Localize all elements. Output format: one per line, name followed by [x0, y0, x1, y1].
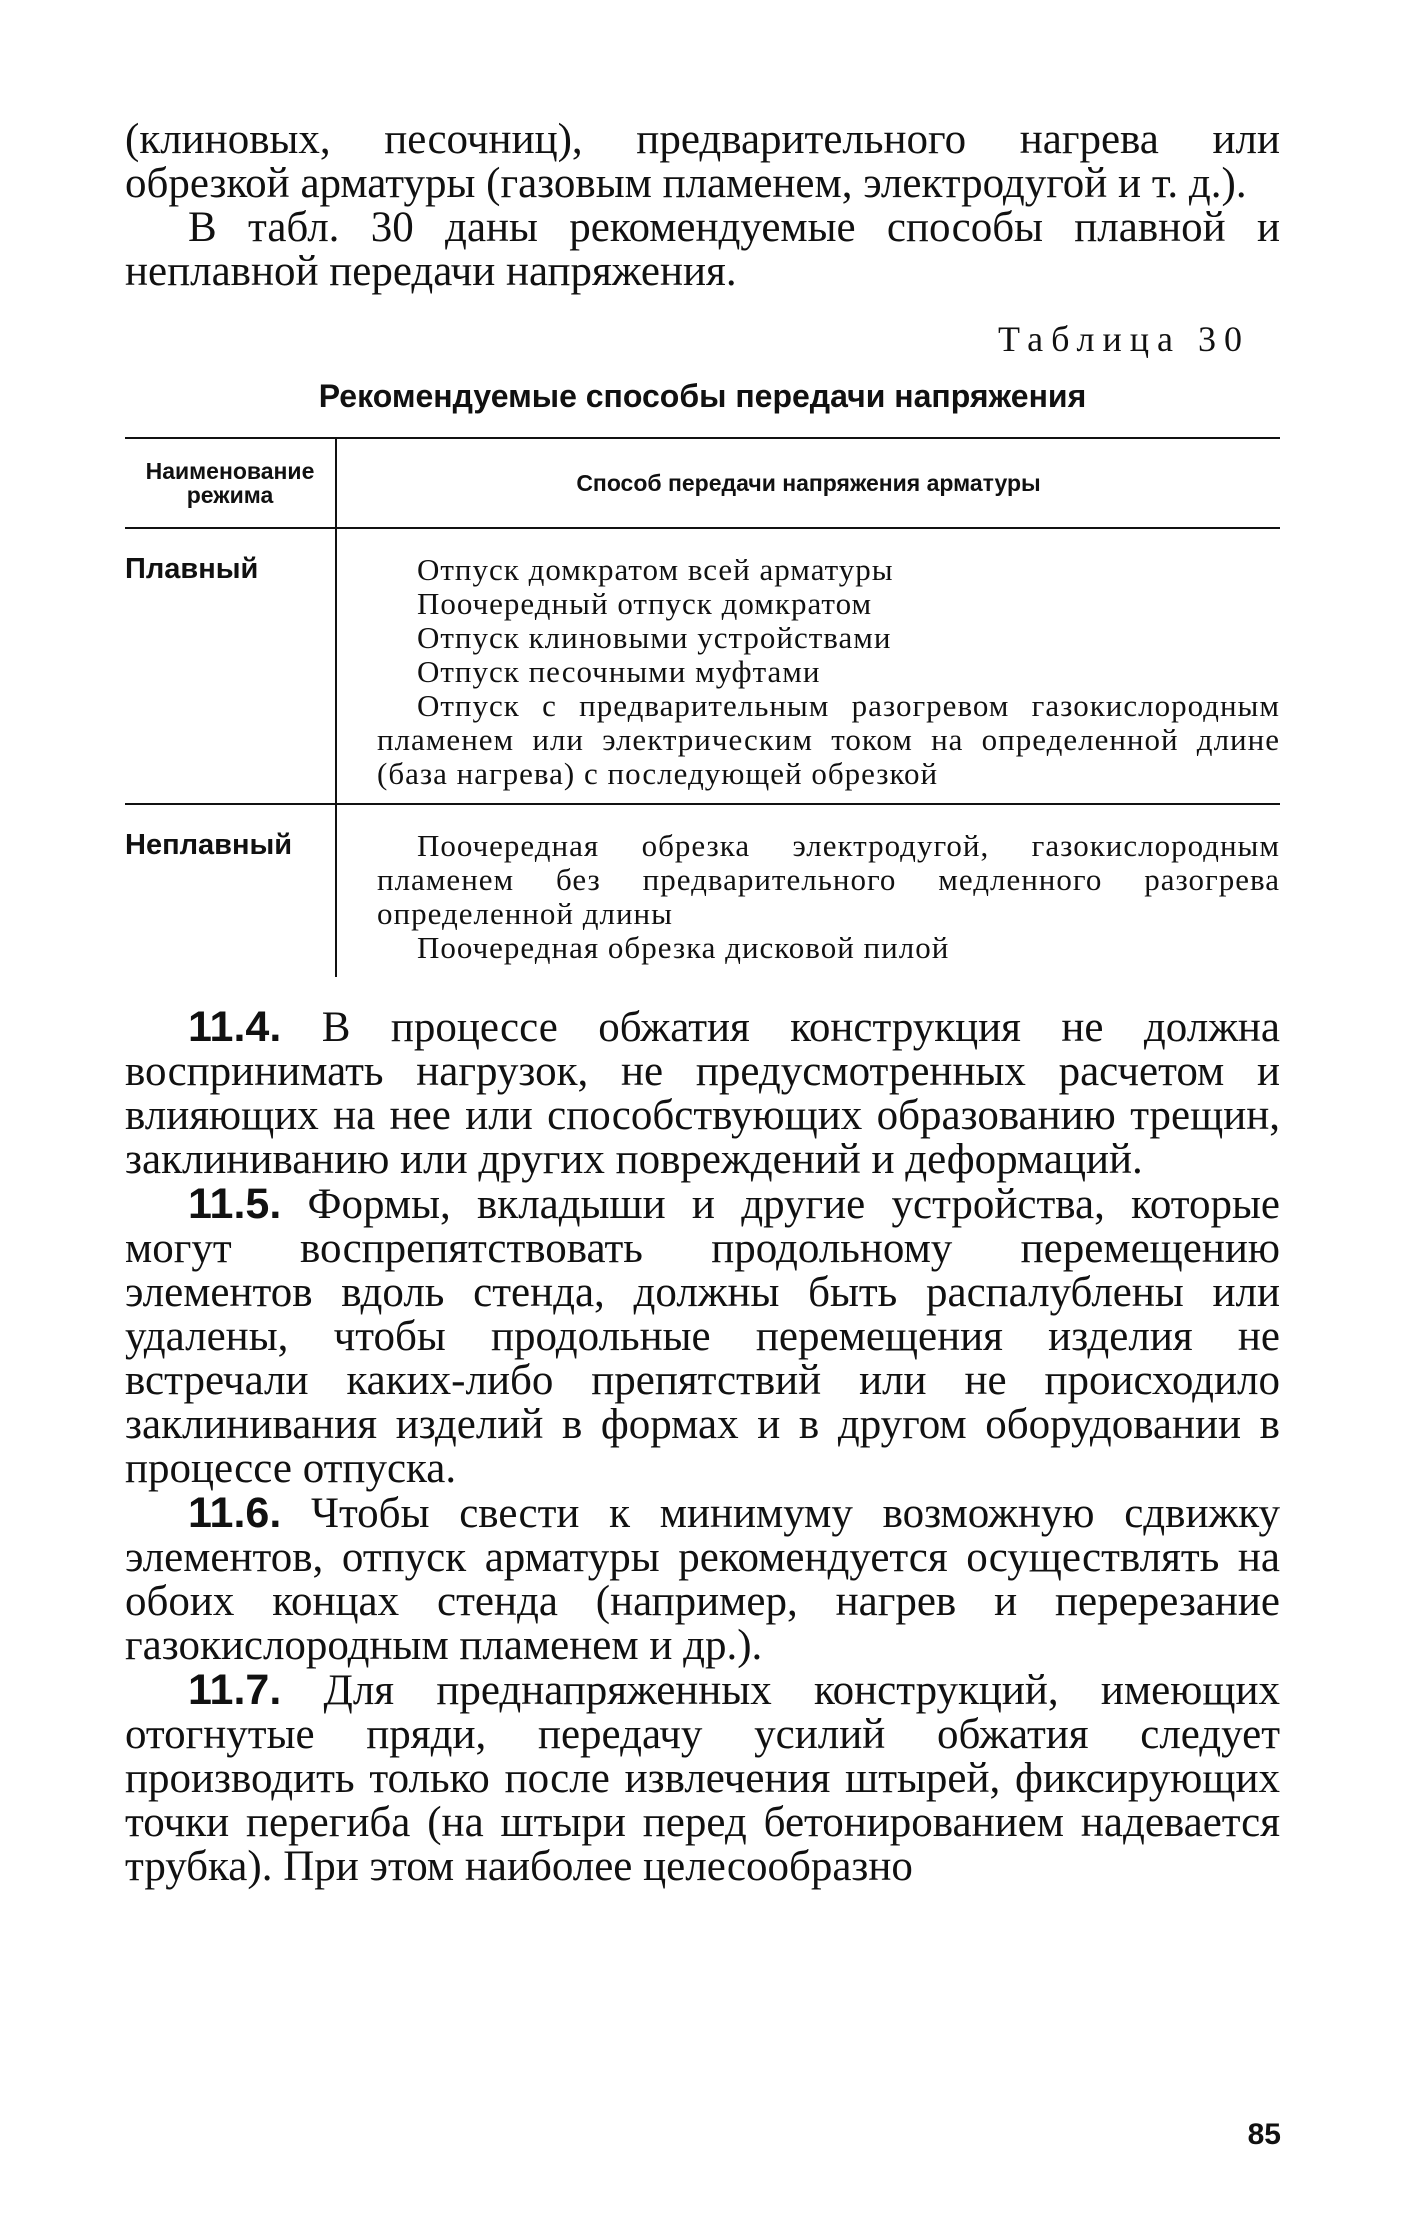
table-row	[125, 804, 1280, 977]
header-mode: Наименование режима	[125, 438, 336, 528]
section-11-5	[125, 1182, 1280, 1491]
method-item: Отпуск песочными муфтами	[417, 654, 821, 689]
row-methods-abrupt	[336, 804, 1280, 977]
row-methods-smooth	[336, 528, 1280, 804]
section-number: 11.4.	[188, 1003, 282, 1051]
stress-transfer-table	[125, 437, 1280, 977]
method-item: Поочередная обрезка электродугой, газокислородным пламенем без предварительного медленного разогрева определенной длины	[377, 828, 1280, 931]
section-11-4	[125, 1005, 1280, 1182]
row-mode-smooth: Плавный	[125, 528, 336, 804]
intro-paragraph: (клиновых, песочниц), предварительного нагрева или обрезкой арматуры (газовым пламенем, электродугой и т. д.).	[125, 116, 1280, 207]
method-item: Отпуск с предварительным разогревом газокислородным пламенем или электрическим током на определенной длине (база нагрева) с последующей обрезкой	[377, 688, 1280, 791]
page-body	[125, 118, 1280, 1889]
method-item: Поочередная обрезка дисковой пилой	[417, 930, 950, 965]
page-number: 85	[1247, 2118, 1281, 2151]
section-11-6	[125, 1491, 1280, 1668]
table-row	[125, 528, 1280, 804]
table-header-row	[125, 438, 1280, 528]
section-text: Формы, вкладыши и другие устройства, которые могут воспрепятствовать продольному перемещению элементов вдоль стенда, должны быть распалублены или удалены, чтобы продольные перемещения изделия не встречали каких-либо препятствий или не происходило заклинивания изделий в формах и в другом оборудовании в процессе отпуска.	[125, 1181, 1281, 1492]
method-item: Поочередный отпуск домкратом	[417, 586, 873, 621]
method-item: Отпуск клиновыми устройствами	[417, 620, 892, 655]
section-text: Для преднапряженных конструкций, имеющих отогнутые пряди, передачу усилий обжатия следует производить только после извлечения штырей, фиксирующих точки перегиба (на штыри перед бетонированием надевается трубка). При этом наиболее целесообразно	[125, 1667, 1280, 1890]
table-number: Таблица 30	[998, 319, 1250, 359]
table-title: Рекомендуемые способы передачи напряжения	[318, 378, 1087, 414]
method-item: Отпуск домкратом всей арматуры	[417, 552, 894, 587]
header-method: Способ передачи напряжения арматуры	[336, 438, 1280, 528]
section-number: 11.5.	[188, 1180, 282, 1228]
table-reference-paragraph: В табл. 30 даны рекомендуемые способы плавной и неплавной передачи напряжения.	[125, 204, 1280, 295]
section-number: 11.7.	[188, 1666, 282, 1714]
section-text: В процессе обжатия конструкция не должна воспринимать нагрузок, не предусмотренных расчетом и влияющих на нее или способствующих образованию трещин, заклиниванию или других повреждений и деформаций.	[125, 1004, 1280, 1183]
sections	[125, 1005, 1280, 1889]
section-11-7	[125, 1668, 1280, 1889]
row-mode-abrupt: Неплавный	[125, 804, 336, 977]
section-number: 11.6.	[188, 1489, 282, 1537]
section-text: Чтобы свести к минимуму возможную сдвижку элементов, отпуск арматуры рекомендуется осуществлять на обоих концах стенда (например, нагрев и перерезание газокислородным пламенем и др.).	[125, 1490, 1280, 1669]
